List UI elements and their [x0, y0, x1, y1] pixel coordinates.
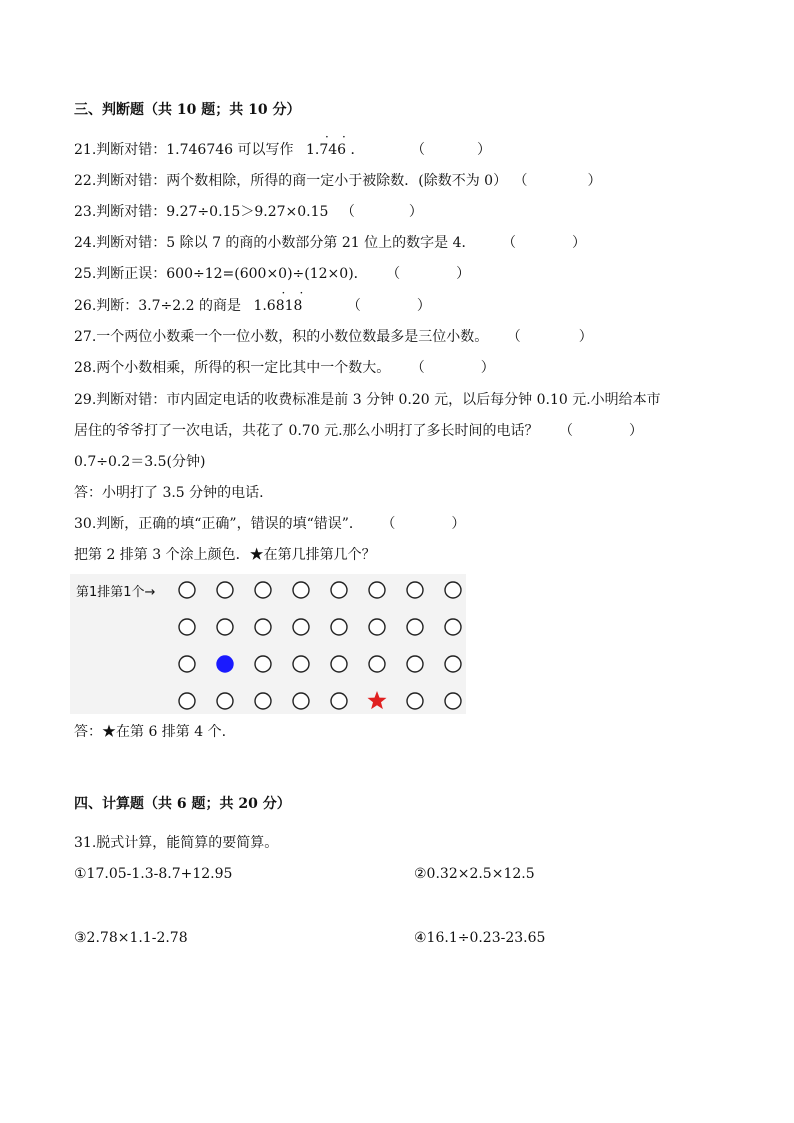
question-30	[74, 514, 465, 534]
grid-circle[interactable]	[255, 656, 271, 672]
grid-circle[interactable]	[255, 582, 271, 598]
answer-paren[interactable]: （ ）	[410, 360, 495, 376]
grid-circle[interactable]	[255, 619, 271, 635]
grid-circle[interactable]	[407, 693, 423, 709]
answer-paren[interactable]: （ ）	[346, 298, 431, 314]
q29-answer: 答：小明打了 3.5 分钟的电话.	[74, 485, 264, 501]
answer-paren[interactable]: （ ）	[381, 516, 466, 532]
question-31: 31.脱式计算，能简算的要简算。	[74, 835, 279, 851]
question-26	[74, 286, 431, 316]
question-23	[74, 202, 423, 222]
grid-circle[interactable]	[331, 693, 347, 709]
calc-item-1: ①17.05-1.3-8.7+12.95	[74, 866, 233, 882]
q21-text: 21.判断对错：1.746746 可以写作	[74, 142, 294, 158]
grid-circle[interactable]	[445, 582, 461, 598]
grid-circle[interactable]	[293, 693, 309, 709]
answer-paren[interactable]: （ ）	[513, 173, 602, 189]
grid-circle[interactable]	[217, 693, 233, 709]
question-25	[74, 264, 470, 284]
answer-paren[interactable]: （ ）	[386, 266, 471, 282]
question-29-line1: 29.判断对错：市内固定电话的收费标准是前 3 分钟 0.20 元，以后每分钟 0.10 元.小明给本市	[74, 392, 661, 408]
grid-circle[interactable]	[407, 582, 423, 598]
grid-circle[interactable]	[293, 656, 309, 672]
q22-text: 22.判断对错：两个数相除，所得的商一定小于被除数．(除数不为 0）	[74, 173, 508, 189]
grid-circle[interactable]	[331, 582, 347, 598]
q21-tail: ．	[350, 142, 365, 158]
grid-circle[interactable]	[445, 619, 461, 635]
question-24	[74, 233, 586, 253]
q26-text: 26.判断：3.7÷2.2 的商是	[74, 298, 241, 314]
section3-title: 三、判断题（共 10 题；共 10 分）	[74, 102, 301, 118]
grid-circle[interactable]	[331, 619, 347, 635]
question-22	[74, 171, 602, 191]
answer-paren[interactable]: （ ）	[340, 204, 423, 220]
grid-circle[interactable]	[331, 656, 347, 672]
grid-circle[interactable]	[179, 693, 195, 709]
q21-repeating-decimal: 1.746 · ·	[305, 130, 347, 158]
q27-text: 27.一个两位小数乘一个一位小数，积的小数位数最多是三位小数。	[74, 329, 489, 345]
grid-circle[interactable]	[217, 619, 233, 635]
grid-row-label: 第1排第1个→	[76, 585, 156, 600]
q30-text: 30.判断，正确的填“正确”，错误的填“错误”．	[74, 516, 363, 532]
q28-text: 28.两个小数相乘，所得的积一定比其中一个数大。	[74, 360, 391, 376]
grid-circle[interactable]	[407, 619, 423, 635]
q30-instruction: 把第 2 排第 3 个涂上颜色．★在第几排第几个？	[74, 547, 376, 563]
section4-title: 四、计算题（共 6 题；共 20 分）	[74, 796, 291, 812]
grid-circle[interactable]	[217, 582, 233, 598]
grid-circle[interactable]	[293, 619, 309, 635]
grid-circle[interactable]	[445, 656, 461, 672]
grid-circle[interactable]	[255, 693, 271, 709]
calc-item-2: ②0.32×2.5×12.5	[414, 866, 535, 882]
question-28	[74, 358, 495, 378]
answer-paren[interactable]: （ ）	[501, 235, 586, 251]
q23-text: 23.判断对错：9.27÷0.15＞9.27×0.15	[74, 204, 329, 220]
q26-repeating-decimal: 1.6818 · ·	[253, 286, 304, 314]
grid-circle[interactable]	[369, 619, 385, 635]
q29-calculation: 0.7÷0.2＝3.5(分钟)	[74, 454, 206, 470]
q30-answer: 答：★在第 6 排第 4 个.	[74, 724, 227, 740]
answer-paren[interactable]: （ ）	[558, 423, 643, 439]
q25-text: 25.判断正误：600÷12=(600×0)÷(12×0)．	[74, 266, 368, 282]
q24-text: 24.判断对错：5 除以 7 的商的小数部分第 21 位上的数字是 4．	[74, 235, 476, 251]
grid-circle[interactable]	[369, 582, 385, 598]
grid-circle[interactable]	[445, 693, 461, 709]
answer-paren[interactable]: （ ）	[410, 142, 491, 158]
grid-circle[interactable]	[293, 582, 309, 598]
grid-circle[interactable]	[369, 656, 385, 672]
grid-circle[interactable]	[179, 582, 195, 598]
grid-circle[interactable]	[179, 619, 195, 635]
question-21	[74, 130, 491, 160]
filled-circle[interactable]	[217, 656, 233, 672]
answer-paren[interactable]: （ ）	[506, 329, 593, 345]
grid-circle[interactable]	[179, 656, 195, 672]
circle-grid	[70, 574, 470, 714]
calc-item-3: ③2.78×1.1-2.78	[74, 930, 188, 946]
grid-circle[interactable]	[407, 656, 423, 672]
question-27	[74, 327, 593, 347]
question-29-line2: 居住的爷爷打了一次电话，共花了 0.70 元.那么小明打了多长时间的电话？ （ ）	[74, 423, 643, 439]
calc-item-4: ④16.1÷0.23-23.65	[414, 930, 546, 946]
